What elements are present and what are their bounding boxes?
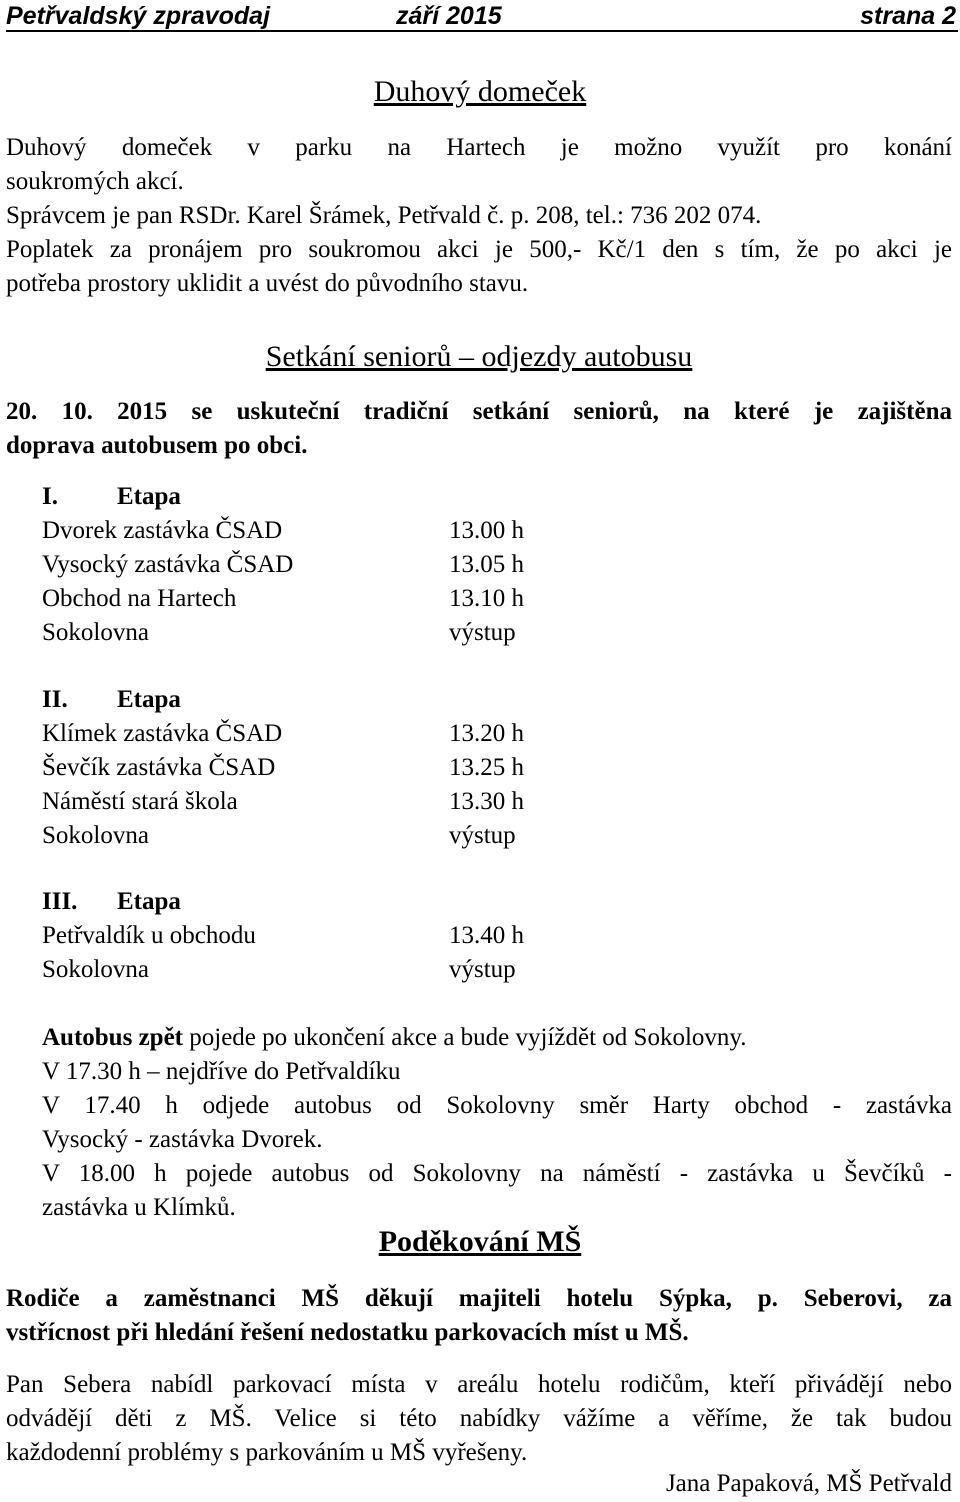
stop-time: 13.00 h	[449, 517, 524, 544]
stop-time: výstup	[449, 822, 516, 849]
etapa-label: Etapa	[117, 888, 181, 915]
stop-time: výstup	[449, 956, 516, 983]
stop-name: Sokolovna	[42, 619, 149, 646]
duhovy-line-1: Duhový domeček v parku na Hartech je možno využít pro konání	[6, 134, 952, 161]
signature: Jana Papaková, MŠ Petřvald	[665, 1470, 952, 1497]
heading-podekovani: Poděkování MŠ	[378, 1225, 582, 1258]
stop-name: Obchod na Hartech	[42, 585, 237, 612]
stop-name: Ševčík zastávka ČSAD	[42, 754, 276, 781]
stop-name: Sokolovna	[42, 822, 149, 849]
podekovani-text-3: každodenní problémy s parkováním u MŠ vyřešeny.	[6, 1439, 528, 1466]
duhovy-line-5: potřeba prostory uklidit a uvést do původního stavu.	[6, 270, 529, 297]
return-line-1	[42, 1021, 952, 1055]
duhovy-line-4: Poplatek za pronájem pro soukromou akci je 500,- Kč/1 den s tím, že po akci je	[6, 236, 952, 263]
etapa-1-heading	[42, 480, 181, 514]
return-line-4: Vysocký - zastávka Dvorek.	[42, 1126, 323, 1153]
etapa-label: Etapa	[117, 686, 181, 713]
stop-time: 13.05 h	[449, 551, 524, 578]
heading-duhovy-domecek: Duhový domeček	[373, 75, 587, 108]
etapa-2-heading	[42, 683, 181, 717]
stop-time: 13.40 h	[449, 922, 524, 949]
setkani-intro-1: 20. 10. 2015 se uskuteční tradiční setkání seniorů, na které je zajištěna	[6, 398, 952, 425]
etapa-label: Etapa	[117, 483, 181, 510]
duhovy-line-2: soukromých akcí.	[6, 168, 184, 195]
return-line-6: zastávka u Klímků.	[42, 1194, 236, 1221]
stop-name: Klímek zastávka ČSAD	[42, 720, 283, 747]
podekovani-bold-2: vstřícnost při hledání řešení nedostatku parkovacích míst u MŠ.	[6, 1319, 689, 1346]
issue-date: září 2015	[396, 2, 502, 30]
etapa-number: II.	[42, 686, 68, 713]
etapa-number: I.	[42, 483, 58, 510]
heading-setkani-senioru: Setkání seniorů – odjezdy autobusu	[265, 340, 693, 373]
stop-name: Sokolovna	[42, 956, 149, 983]
stop-time: výstup	[449, 619, 516, 646]
etapa-3-heading	[42, 885, 181, 919]
podekovani-bold-1: Rodiče a zaměstnanci MŠ děkují majiteli hotelu Sýpka, p. Seberovi, za	[6, 1285, 952, 1312]
stop-name: Dvorek zastávka ČSAD	[42, 517, 283, 544]
stop-name: Petřvaldík u obchodu	[42, 922, 256, 949]
podekovani-text-2: odvádějí děti z MŠ. Velice si této nabídky vážíme a věříme, že tak budou	[6, 1405, 952, 1432]
stop-name: Náměstí stará škola	[42, 788, 238, 815]
page-number: strana 2	[860, 2, 956, 30]
stop-name: Vysocký zastávka ČSAD	[42, 551, 294, 578]
return-text: pojede po ukončení akce a bude vyjíždět od Sokolovny.	[189, 1024, 747, 1051]
stop-time: 13.10 h	[449, 585, 524, 612]
newsletter-title: Petřvaldský zpravodaj	[6, 2, 271, 30]
stop-time: 13.20 h	[449, 720, 524, 747]
podekovani-text-1: Pan Sebera nabídl parkovací místa v areálu hotelu rodičům, kteří přivádějí nebo	[6, 1371, 952, 1398]
return-line-3: V 17.40 h odjede autobus od Sokolovny směr Harty obchod - zastávka	[42, 1092, 952, 1119]
return-bold: Autobus zpět	[42, 1024, 183, 1051]
duhovy-line-3: Správcem je pan RSDr. Karel Šrámek, Petřvald č. p. 208, tel.: 736 202 074.	[6, 202, 762, 229]
page-header	[6, 0, 958, 32]
stop-time: 13.25 h	[449, 754, 524, 781]
stop-time: 13.30 h	[449, 788, 524, 815]
etapa-number: III.	[42, 888, 78, 915]
return-line-2: V 17.30 h – nejdříve do Petřvaldíku	[42, 1058, 401, 1085]
return-line-5: V 18.00 h pojede autobus od Sokolovny na náměstí - zastávka u Ševčíků -	[42, 1160, 952, 1187]
setkani-intro-2: doprava autobusem po obci.	[6, 432, 308, 459]
